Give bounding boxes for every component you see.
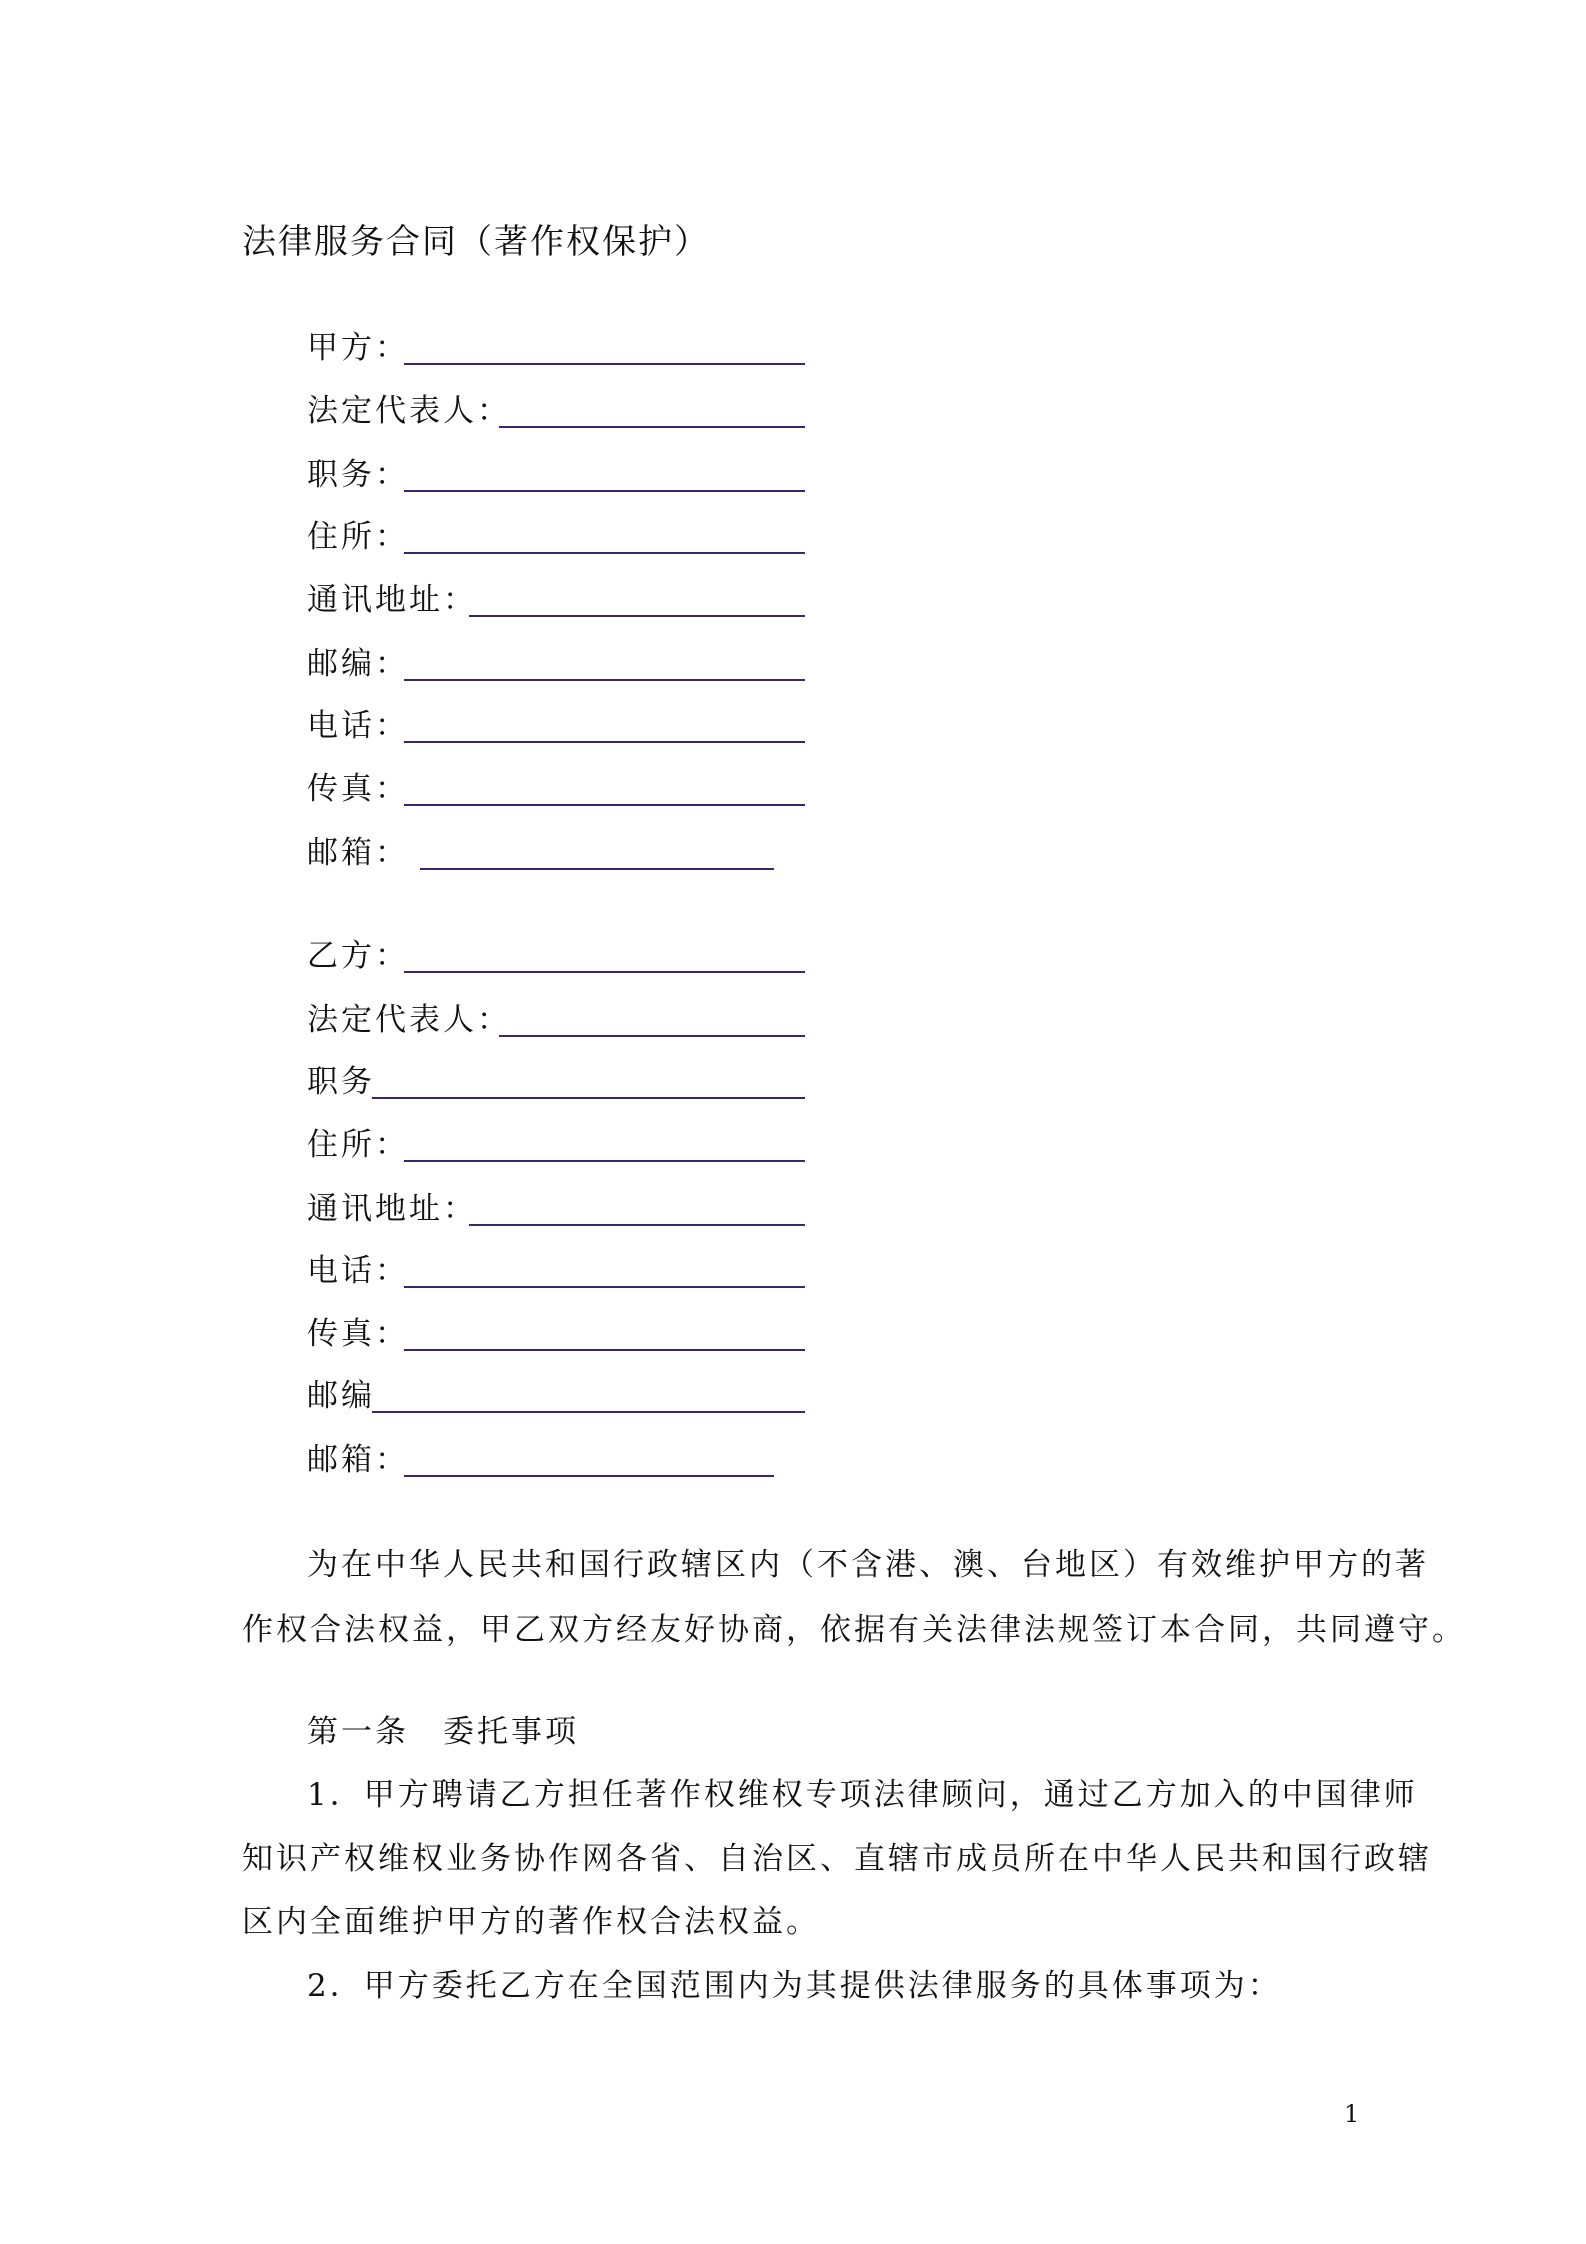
party_b-field-label: 通讯地址： (307, 1191, 477, 1227)
party_b-field-label: 乙方： (307, 938, 409, 974)
article-heading: 第一条 委托事项 (307, 1714, 579, 1750)
party_a-field-label: 职务： (307, 457, 409, 493)
party_a-field-label: 邮箱： (307, 835, 409, 871)
party_b-field-label: 传真： (307, 1316, 409, 1352)
party_b-field-blank[interactable] (372, 1097, 805, 1099)
preamble-line: 为在中华人民共和国行政辖区内（不含港、澳、台地区）有效维护甲方的著 (307, 1547, 1429, 1583)
party_a-field-label: 住所： (307, 519, 409, 555)
article-line: 区内全面维护甲方的著作权合法权益。 (242, 1904, 820, 1940)
party_a-field-blank[interactable] (499, 426, 805, 428)
party_a-field-label: 法定代表人： (307, 393, 511, 429)
party_b-field-label: 邮箱： (307, 1442, 409, 1478)
party_b-field-blank[interactable] (404, 1349, 805, 1351)
party_a-field-blank[interactable] (404, 741, 805, 743)
party_a-field-blank[interactable] (404, 552, 805, 554)
party_a-field-label: 通讯地址： (307, 582, 477, 618)
article-line: 1．甲方聘请乙方担任著作权维权专项法律顾问，通过乙方加入的中国律师 (307, 1777, 1418, 1813)
party_b-field-blank[interactable] (499, 1035, 805, 1037)
party_a-field-blank[interactable] (404, 804, 805, 806)
party_a-field-label: 电话： (307, 708, 409, 744)
page-number: 1 (1344, 2100, 1360, 2128)
party_b-field-label: 住所： (307, 1127, 409, 1163)
party_b-field-blank[interactable] (469, 1224, 805, 1226)
party_b-field-label: 邮编 (307, 1378, 375, 1414)
party_a-field-label: 传真： (307, 771, 409, 807)
article-line: 知识产权维权业务协作网各省、自治区、直辖市成员所在中华人民共和国行政辖 (242, 1841, 1432, 1877)
party_b-field-blank[interactable] (404, 1286, 805, 1288)
party_b-field-blank[interactable] (372, 1411, 805, 1413)
preamble-line: 作权合法权益，甲乙双方经友好协商，依据有关法律法规签订本合同，共同遵守。 (242, 1612, 1466, 1648)
document-title: 法律服务合同（著作权保护） (242, 222, 710, 262)
party_a-field-blank[interactable] (469, 615, 805, 617)
party_a-field-label: 甲方： (307, 330, 409, 366)
party_a-field-blank[interactable] (404, 679, 805, 681)
party_a-field-blank[interactable] (420, 868, 774, 870)
party_b-field-label: 电话： (307, 1253, 409, 1289)
party_b-field-label: 职务 (307, 1064, 375, 1100)
party_a-field-blank[interactable] (404, 490, 805, 492)
party_b-field-blank[interactable] (404, 971, 805, 973)
party_b-field-blank[interactable] (404, 1160, 805, 1162)
party_b-field-blank[interactable] (404, 1475, 774, 1477)
party_a-field-blank[interactable] (404, 363, 805, 365)
party_b-field-label: 法定代表人： (307, 1002, 511, 1038)
article-line: 2．甲方委托乙方在全国范围内为其提供法律服务的具体事项为： (307, 1968, 1282, 2004)
party_a-field-label: 邮编： (307, 646, 409, 682)
